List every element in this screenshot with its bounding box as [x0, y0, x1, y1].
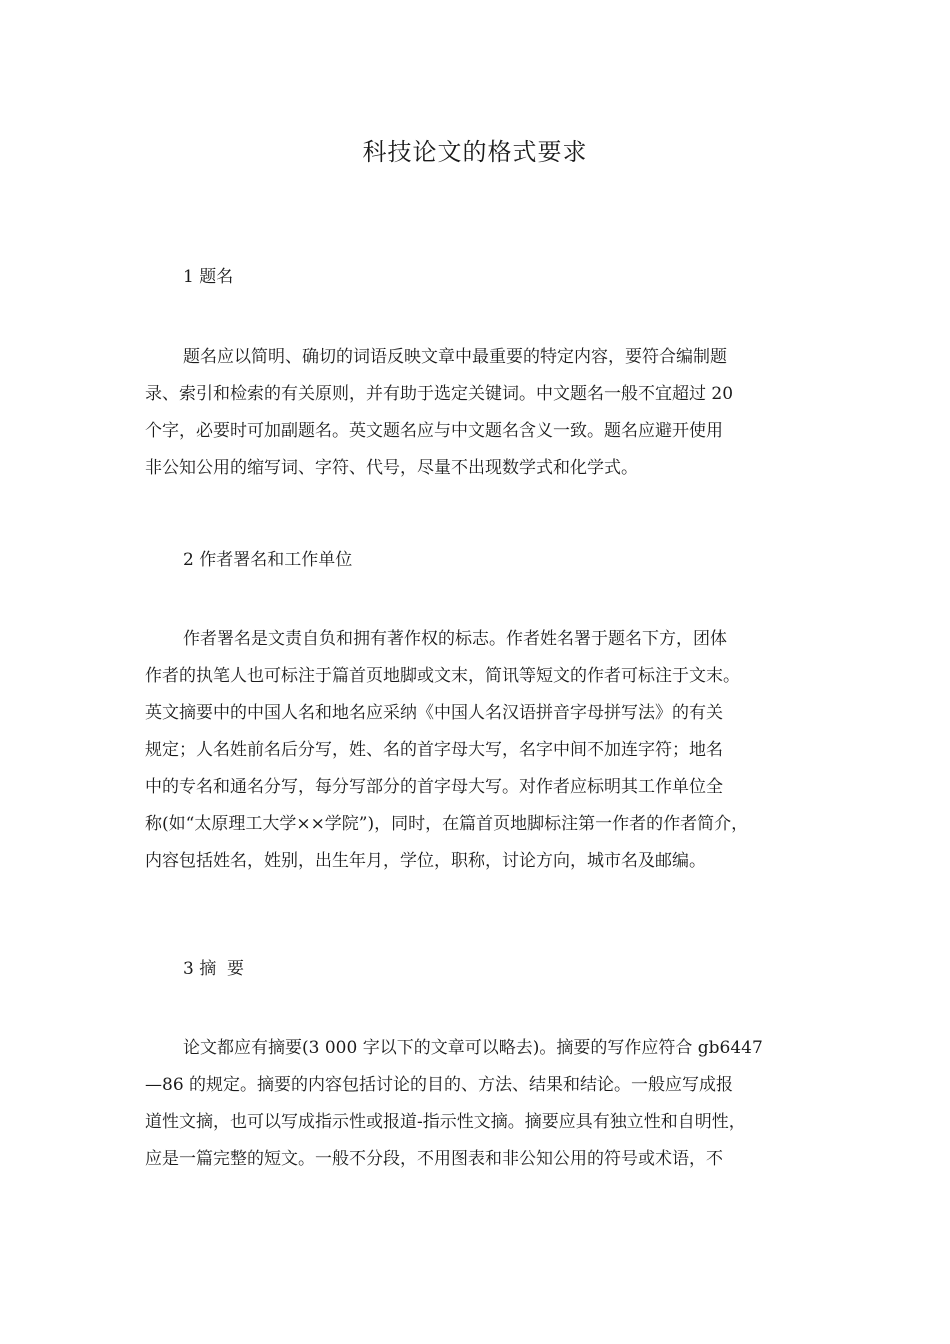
- paragraph-line: 非公知公用的缩写词、字符、代号，尽量不出现数学式和化学式。: [145, 458, 638, 478]
- paragraph-line: 道性文摘，也可以写成指示性或报道-指示性文摘。摘要应具有独立性和自明性，: [145, 1112, 746, 1132]
- section-paragraph-abstract: [145, 1030, 825, 1178]
- paragraph-line: 录、索引和检索的有关原则，并有助于选定关键词。中文题名一般不宜超过 20: [145, 384, 734, 404]
- paragraph-line: 称(如“太原理工大学××学院”)，同时，在篇首页地脚标注第一作者的作者简介，: [145, 814, 749, 834]
- paragraph-line: 题名应以简明、确切的词语反映文章中最重要的特定内容，要符合编制题: [183, 347, 727, 367]
- paragraph-line: 论文都应有摘要(3 000 字以下的文章可以略去)。摘要的写作应符合 gb6447: [183, 1038, 763, 1058]
- paragraph-line: 规定；人名姓前名后分写，姓、名的首字母大写，名字中间不加连字符；地名: [145, 740, 723, 760]
- paragraph-line: 中的专名和通名分写，每分写部分的首字母大写。对作者应标明其工作单位全: [145, 777, 723, 797]
- paragraph-line: 内容包括姓名，姓别，出生年月，学位，职称，讨论方向，城市名及邮编。: [145, 851, 706, 871]
- section-heading-title: 1 题名: [183, 267, 234, 287]
- document-title: 科技论文的格式要求: [362, 138, 588, 166]
- paragraph-line: 作者署名是文责自负和拥有著作权的标志。作者姓名署于题名下方，团体: [183, 629, 727, 649]
- section-paragraph-author: [145, 621, 825, 880]
- paragraph-line: 应是一篇完整的短文。一般不分段，不用图表和非公知公用的符号或术语，不: [145, 1149, 723, 1169]
- paragraph-line: 个字，必要时可加副题名。英文题名应与中文题名含义一致。题名应避开使用: [145, 421, 723, 441]
- paragraph-line: 英文摘要中的中国人名和地名应采纳《中国人名汉语拼音字母拼写法》的有关: [145, 703, 723, 723]
- section-heading-author: 2 作者署名和工作单位: [183, 550, 353, 570]
- paragraph-line: 作者的执笔人也可标注于篇首页地脚或文末，简讯等短文的作者可标注于文末。: [145, 666, 740, 686]
- section-heading-abstract: 3 摘 要: [183, 959, 245, 979]
- section-paragraph-title: [145, 339, 825, 487]
- paragraph-line: —86 的规定。摘要的内容包括讨论的目的、方法、结果和结论。一般应写成报: [145, 1075, 734, 1095]
